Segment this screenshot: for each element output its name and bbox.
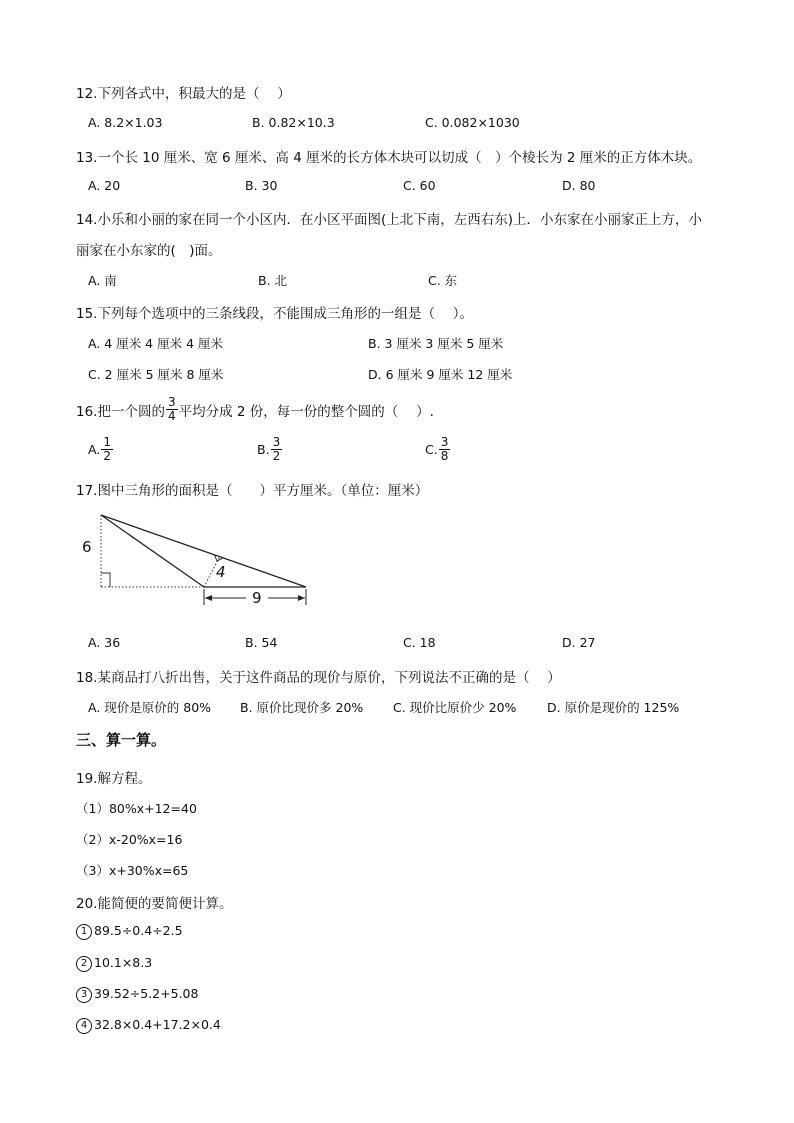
- calc-item-4: 4 32.8×0.4+17.2×0.4: [76, 1017, 221, 1034]
- option-14a[interactable]: A. 南: [88, 273, 117, 288]
- question-16-prefix: 16.把一个圆的: [76, 403, 165, 420]
- option-18c[interactable]: C. 现价比原价少 20%: [393, 700, 517, 715]
- option-12a[interactable]: A. 8.2×1.03: [88, 115, 163, 130]
- calc-item-2: 2 10.1×8.3: [76, 955, 152, 972]
- option-17c[interactable]: C. 18: [403, 635, 436, 650]
- equation-1: （1）80%x+12=40: [76, 801, 197, 816]
- option-12c[interactable]: C. 0.082×1030: [425, 115, 520, 130]
- circled-number-1: 1: [76, 924, 92, 940]
- option-13b[interactable]: B. 30: [245, 178, 278, 193]
- option-17d[interactable]: D. 27: [562, 635, 596, 650]
- option-16b-fraction: $\frac{3}{2}$: [272, 435, 281, 463]
- triangle-side-top: [101, 515, 306, 587]
- circled-number-3: 3: [76, 987, 92, 1003]
- option-15c[interactable]: C. 2 厘米 5 厘米 8 厘米: [88, 367, 224, 382]
- option-18a[interactable]: A. 现价是原价的 80%: [88, 700, 212, 715]
- question-12: 12.下列各式中，积最大的是（ ）: [76, 86, 291, 102]
- inner-height-label: 4: [216, 563, 226, 581]
- height-label: 6: [82, 538, 92, 556]
- option-16c-fraction: $\frac{3}{8}$: [440, 435, 449, 463]
- option-13a[interactable]: A. 20: [88, 178, 121, 193]
- option-15d[interactable]: D. 6 厘米 9 厘米 12 厘米: [368, 367, 513, 382]
- circled-number-4: 4: [76, 1018, 92, 1034]
- circled-number-2: 2: [76, 956, 92, 972]
- triangle-figure: [76, 505, 326, 610]
- question-18: 18.某商品打八折出售，关于这件商品的现价与原价，下列说法不正确的是（ ）: [76, 670, 561, 686]
- option-13c[interactable]: C. 60: [403, 178, 436, 193]
- question-16: [76, 396, 434, 423]
- option-17b[interactable]: B. 54: [245, 635, 278, 650]
- option-18d[interactable]: D. 原价是现价的 125%: [547, 700, 680, 715]
- dim-arrow-left: [205, 595, 212, 601]
- question-17: 17.图中三角形的面积是（ ）平方厘米。（单位：厘米）: [76, 483, 429, 499]
- option-16a[interactable]: A. $\frac{1}{2}$: [88, 435, 111, 463]
- option-15a[interactable]: A. 4 厘米 4 厘米 4 厘米: [88, 336, 224, 351]
- option-16a-fraction: $\frac{1}{2}$: [103, 435, 111, 463]
- option-13d[interactable]: D. 80: [562, 178, 596, 193]
- triangle-side-left: [101, 515, 204, 587]
- question-14-line2: 丽家在小东家的( )面。: [76, 243, 222, 259]
- option-16c[interactable]: C. $\frac{3}{8}$: [425, 435, 449, 463]
- option-14c[interactable]: C. 东: [428, 273, 458, 288]
- question-19: 19.解方程。: [76, 771, 152, 787]
- question-15: 15.下列每个选项中的三条线段，不能围成三角形的一组是（ ）。: [76, 306, 474, 322]
- right-angle-mark: [101, 573, 110, 587]
- question-13: 13.一个长 10 厘米、宽 6 厘米、高 4 厘米的长方体木块可以切成（ ）个棱长为 2 厘米的正方体木块。: [76, 150, 702, 166]
- question-20: 20.能简便的要简便计算。: [76, 896, 233, 912]
- option-12b[interactable]: B. 0.82×10.3: [252, 115, 335, 130]
- option-14b[interactable]: B. 北: [258, 273, 288, 288]
- question-14-line1: 14.小乐和小丽的家在同一个小区内．在小区平面图(上北下南，左西右东)上．小东家在小丽家正上方，小: [76, 212, 703, 228]
- base-label: 9: [252, 589, 262, 607]
- section-heading: 三、算一算。: [76, 731, 167, 749]
- option-16b[interactable]: B. $\frac{3}{2}$: [257, 435, 281, 463]
- equation-2: （2）x-20%x=16: [76, 832, 183, 847]
- option-18b[interactable]: B. 原价比现价多 20%: [240, 700, 364, 715]
- calc-item-1: 1 89.5÷0.4÷2.5: [76, 923, 183, 940]
- calc-item-3: 3 39.52÷5.2+5.08: [76, 986, 198, 1003]
- equation-3: （3）x+30%x=65: [76, 863, 189, 878]
- option-15b[interactable]: B. 3 厘米 3 厘米 5 厘米: [368, 336, 504, 351]
- fraction-three-quarters: $\frac{3}{4}$: [167, 395, 176, 423]
- dim-arrow-right: [298, 595, 305, 601]
- question-16-suffix: 平均分成 2 份，每一份的整个圆的（ ）.: [178, 403, 434, 420]
- option-17a[interactable]: A. 36: [88, 635, 121, 650]
